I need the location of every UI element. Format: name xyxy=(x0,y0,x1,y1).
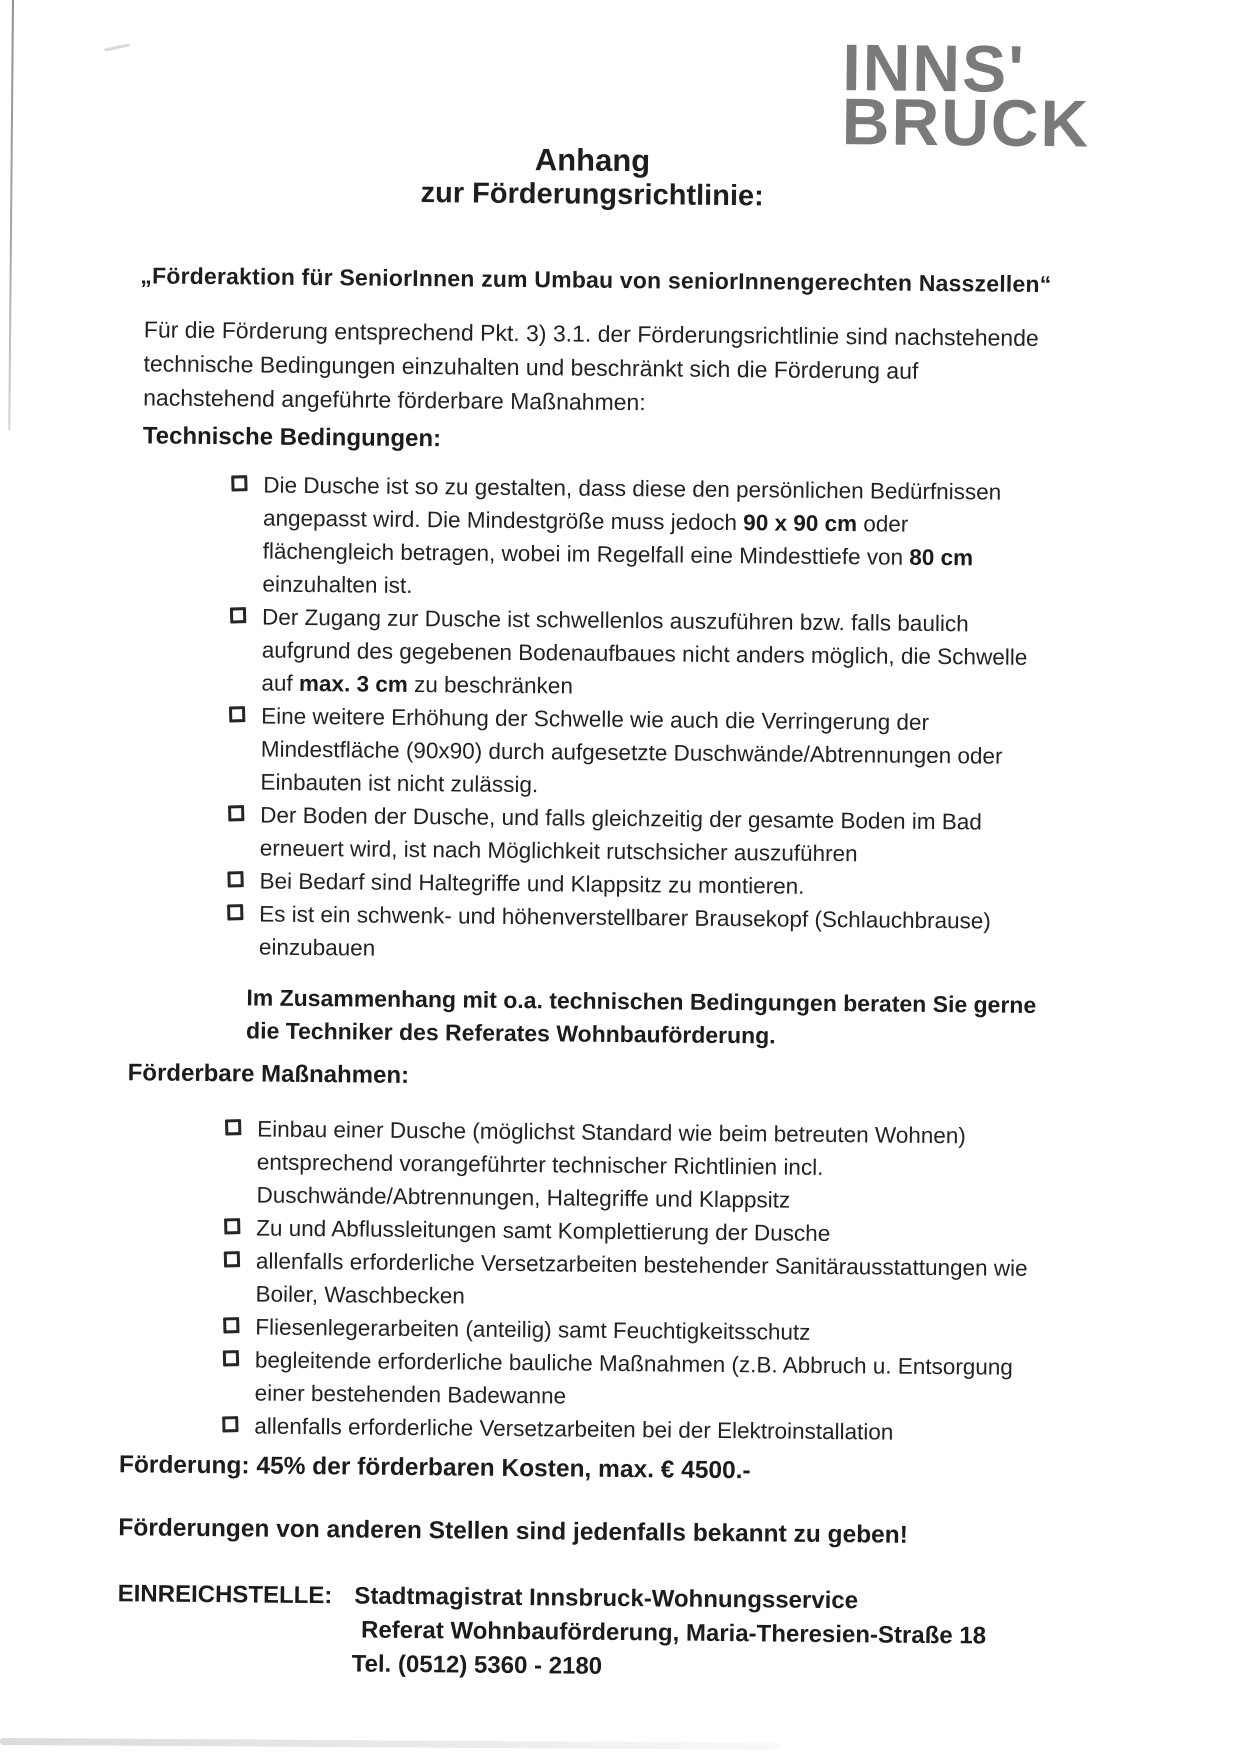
list-item-text: Bei Bedarf sind Haltegriffe und Klappsitz zu montieren. xyxy=(259,868,805,899)
checkbox-bullet-icon xyxy=(231,475,247,491)
checkbox-bullet-icon xyxy=(228,805,244,821)
list-item-text: allenfalls erforderliche Versetzarbeiten bestehender Sanitärausstattungen wie Boiler, Waschbecken xyxy=(255,1248,1028,1309)
title-line-1: Anhang xyxy=(534,142,651,179)
technical-conditions-heading: Technische Bedingungen: xyxy=(142,422,442,453)
checkbox-bullet-icon xyxy=(225,1119,241,1135)
list-item-text: Der Zugang zur Dusche ist schwellenlos auszuführen bzw. falls baulich aufgrund des gegebenen Bodenaufbaues nicht anders möglich, die Schwelle auf max. 3 cm zu beschränken xyxy=(261,604,1028,699)
list-item-text: allenfalls erforderliche Versetzarbeiten bei der Elektroinstallation xyxy=(254,1413,894,1445)
list-item-text: Es ist ein schwenk- und höhenverstellbarer Brausekopf (Schlauchbrause) einzubauen xyxy=(258,901,991,961)
logo-line-2: BRUCK xyxy=(841,84,1091,161)
eligible-measures-list xyxy=(222,1112,1035,1450)
submission-office-line-3: Tel. (0512) 5360 - 2180 xyxy=(351,1650,603,1680)
logo-line-1: INNS' xyxy=(842,30,1027,106)
other-funding-line: Förderungen von anderen Stellen sind jedenfalls bekannt zu geben! xyxy=(118,1514,909,1549)
checkbox-bullet-icon xyxy=(224,1218,240,1234)
document-title xyxy=(0,138,1213,219)
list-item xyxy=(227,897,1038,971)
checkbox-bullet-icon xyxy=(222,1416,238,1432)
innsbruck-logo xyxy=(841,30,1091,161)
advisory-paragraph: Im Zusammenhang mit o.a. technischen Bedingungen beraten Sie gerne die Techniker des Referates Wohnbauförderung. xyxy=(245,984,1037,1049)
checkbox-bullet-icon xyxy=(223,1317,239,1333)
list-item xyxy=(222,1409,1032,1450)
list-item xyxy=(230,468,1041,608)
list-item-text: Zu und Abflussleitungen samt Komplettierung der Dusche xyxy=(256,1215,831,1247)
list-item-text: Einbau einer Dusche (möglichst Standard wie beim betreuten Wohnen) entsprechend vorangeführter technischer Richtlinien incl. Duschwände/Abtrennungen, Haltegriffe und Klappsitz xyxy=(256,1116,966,1213)
list-item xyxy=(228,798,1039,872)
subtitle: „Förderaktion für SeniorInnen zum Umbau von seniorInnengerechten Nasszellen“ xyxy=(140,262,1052,298)
funding-amount-line: Förderung: 45% der förderbaren Kosten, max. € 4500.- xyxy=(118,1451,751,1485)
checkbox-bullet-icon xyxy=(227,904,243,920)
submission-office-block xyxy=(117,1577,987,1687)
submission-office-label: EINREICHSTELLE: xyxy=(117,1580,333,1610)
checkbox-bullet-icon xyxy=(224,1251,240,1267)
list-item xyxy=(229,600,1040,707)
list-item-text: Fliesenlegerarbeiten (anteilig) samt Feuchtigkeitsschutz xyxy=(255,1314,811,1345)
eligible-measures-heading: Förderbare Maßnahmen: xyxy=(127,1059,410,1089)
submission-office-lines xyxy=(351,1579,987,1687)
intro-paragraph: Für die Förderung entsprechend Pkt. 3) 3.1. der Förderungsrichtlinie sind nachstehende technische Bedingungen einzuhalten und beschränkt sich die Förderung auf nachstehend angeführte förderbare Maßnahmen: xyxy=(143,316,1039,416)
submission-office-line-2: Referat Wohnbauförderung, Maria-Theresien-Straße 18 xyxy=(360,1616,987,1650)
checkbox-bullet-icon xyxy=(229,706,245,722)
submission-office-line-1: Stadtmagistrat Innsbruck-Wohnungsservice xyxy=(354,1582,859,1615)
list-item xyxy=(224,1112,1035,1219)
list-item-text: Die Dusche ist so zu gestalten, dass diese den persönlichen Bedürfnissen angepasst wird. Die Mindestgröße muss jedoch 90 x 90 cm oder flächengleich betragen, wobei im Regelfall eine Mindesttiefe von 80 cm einzuhalten ist. xyxy=(262,472,1002,598)
list-item xyxy=(228,699,1039,806)
checkbox-bullet-icon xyxy=(227,871,243,887)
checkbox-bullet-icon xyxy=(230,607,246,623)
list-item-text: Der Boden der Dusche, und falls gleichzeitig der gesamte Boden im Bad erneuert wird, ist nach Möglichkeit rutschsicher auszuführen xyxy=(259,802,982,867)
list-item-text: Eine weitere Erhöhung der Schwelle wie auch die Verringerung der Mindestfläche (90x90) durch aufgesetzte Duschwände/Abtrennungen oder Einbauten ist nicht zulässig. xyxy=(260,703,1003,798)
list-item-text: begleitende erforderliche bauliche Maßnahmen (z.B. Abbruch u. Entsorgung einer bestehenden Badewanne xyxy=(254,1347,1014,1409)
list-item xyxy=(223,1244,1034,1318)
title-line-2: zur Förderungsrichtlinie: xyxy=(420,177,764,213)
checkbox-bullet-icon xyxy=(223,1350,239,1366)
technical-conditions-list xyxy=(227,468,1042,971)
list-item xyxy=(222,1343,1033,1417)
